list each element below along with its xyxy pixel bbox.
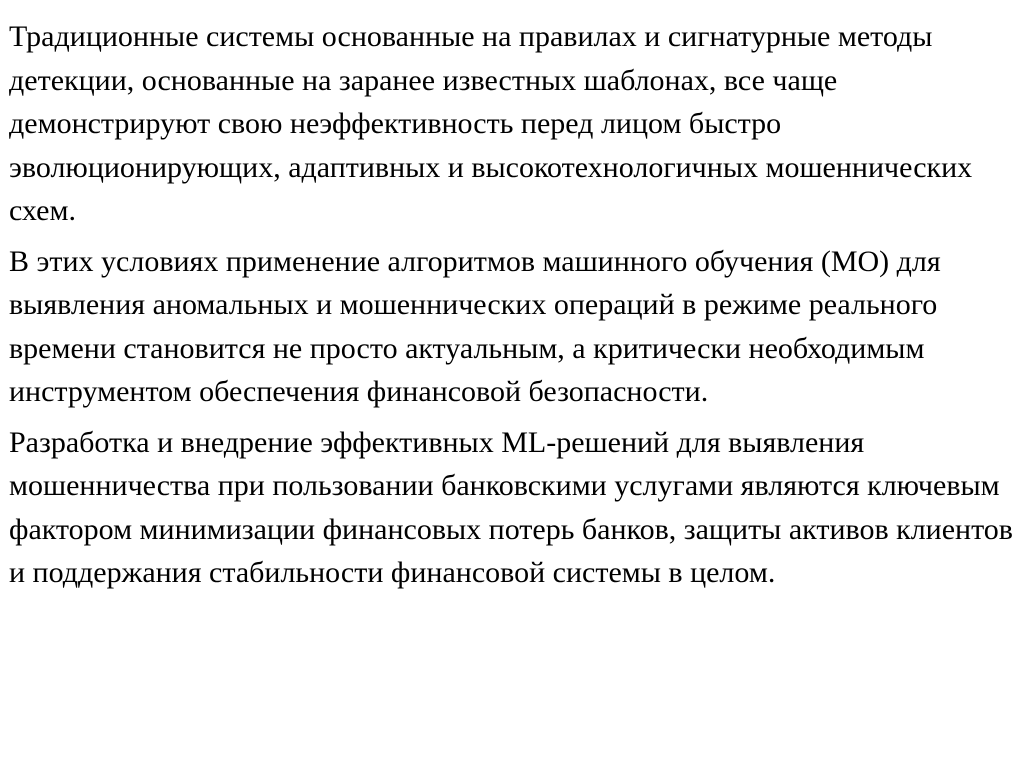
slide-body [9,15,1014,602]
paragraph-traditional-methods: Традиционные системы основанные на правилах и сигнатурные методы детекции, основанные на заранее известных шаблонах, все чаще демонстрируют свою неэффективность перед лицом быстро эволюционирующих, адаптивных и высокотехнологичных мошеннических схем. [9,20,973,227]
paragraph-ml-solutions: Разработка и внедрение эффективных ML-решений для выявления мошенничества при пользовании банковскими услугами являются ключевым фактором минимизации финансовых потерь банков, защиты активов клиентов и поддержания стабильности финансовой системы в целом. [9,425,1013,589]
paragraph-ml-application: В этих условиях применение алгоритмов машинного обучения (МО) для выявления аномальных и мошеннических операций в режиме реального времени становится не просто актуальным, а критически необходимым инструментом обеспечения финансовой безопасности. [9,244,941,408]
